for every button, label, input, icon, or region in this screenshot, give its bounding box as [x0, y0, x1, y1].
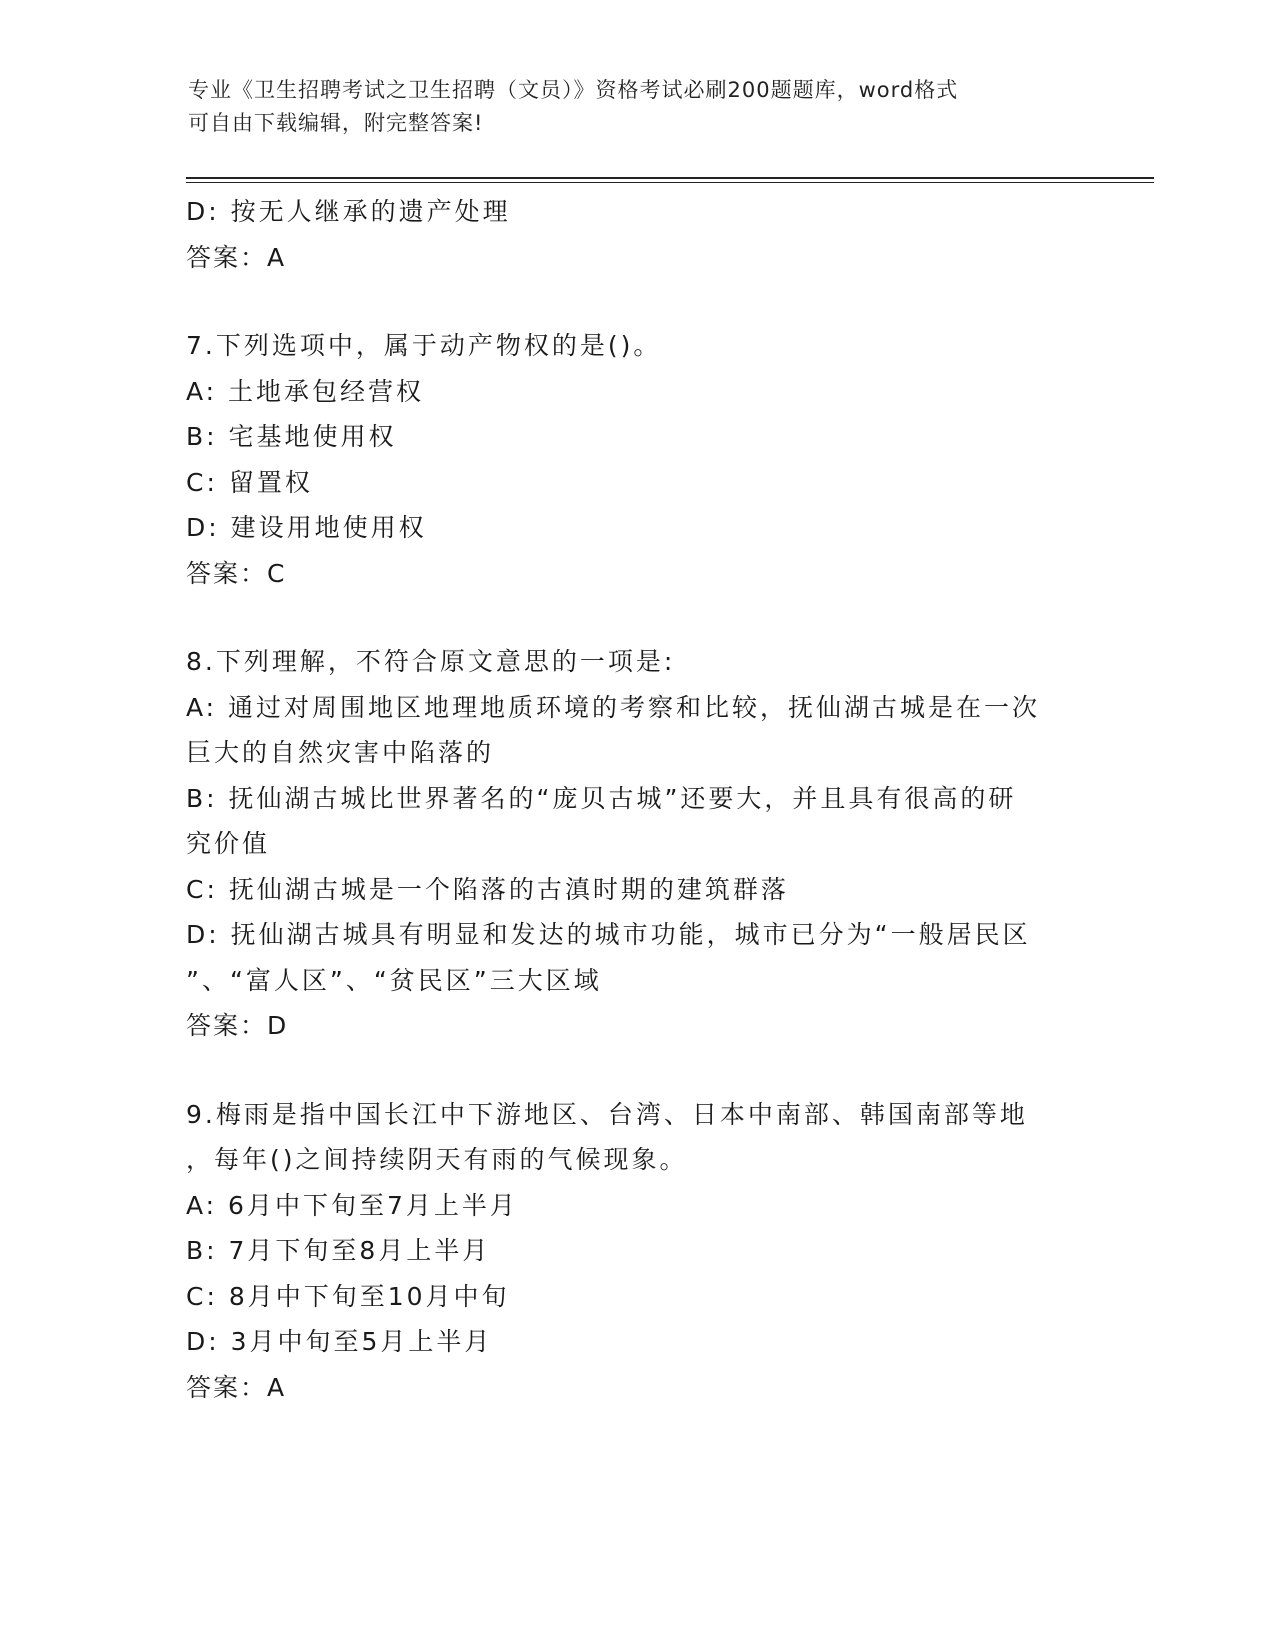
spacer — [186, 596, 1086, 639]
question-title: 9.梅雨是指中国长江中下游地区、台湾、日本中南部、韩国南部等地 — [186, 1099, 1028, 1129]
answer: 答案：C — [186, 558, 287, 588]
question-9 — [186, 1092, 1086, 1411]
question-title: 7.下列选项中，属于动产物权的是()。 — [186, 331, 662, 360]
answer: 答案：A — [186, 242, 287, 272]
option-d: D: 按无人继承的遗产处理 — [186, 197, 511, 226]
option-d-continued: ”、“富人区”、“贫民区”三大区域 — [186, 965, 602, 995]
page-header — [188, 74, 1068, 140]
option-b: B: 宅基地使用权 — [186, 422, 397, 451]
option-c: C: 留置权 — [186, 467, 313, 497]
option-c: C: 抚仙湖古城是一个陷落的古滇时期的建筑群落 — [186, 874, 789, 904]
option-b-continued: 究价值 — [186, 829, 271, 858]
spacer — [186, 280, 1086, 323]
option-d: D: 建设用地使用权 — [186, 513, 427, 542]
header-divider-thin — [186, 182, 1154, 183]
answer: 答案：A — [186, 1372, 287, 1402]
question-7 — [186, 323, 1086, 596]
spacer — [186, 1049, 1086, 1092]
option-a-continued: 巨大的自然灾害中陷落的 — [186, 738, 495, 767]
question-8 — [186, 639, 1086, 1049]
question-title-continued: ，每年()之间持续阴天有雨的气候现象。 — [186, 1145, 688, 1174]
option-a: A: 6月中下旬至7月上半月 — [186, 1190, 518, 1220]
header-divider-thick — [186, 177, 1154, 179]
option-c: C: 8月中下旬至10月中旬 — [186, 1281, 510, 1311]
header-line-1: 专业《卫生招聘考试之卫生招聘（文员）》资格考试必刷200题题库，word格式 — [188, 78, 959, 102]
option-d: D: 3月中旬至5月上半月 — [186, 1327, 493, 1356]
answer: 答案：D — [186, 1011, 289, 1040]
question-6-tail — [186, 189, 1086, 280]
question-title: 8.下列理解，不符合原文意思的一项是: — [186, 647, 676, 676]
option-a: A: 通过对周围地区地理地质环境的考察和比较，抚仙湖古城是在一次 — [186, 692, 1041, 722]
option-b: B: 7月下旬至8月上半月 — [186, 1236, 491, 1265]
option-b: B: 抚仙湖古城比世界著名的“庞贝古城”还要大，并且具有很高的研 — [186, 783, 1017, 813]
document-body — [186, 189, 1086, 1410]
header-line-2: 可自由下载编辑，附完整答案! — [188, 111, 484, 135]
option-a: A: 土地承包经营权 — [186, 376, 425, 406]
option-d: D: 抚仙湖古城具有明显和发达的城市功能，城市已分为“一般居民区 — [186, 920, 1031, 949]
